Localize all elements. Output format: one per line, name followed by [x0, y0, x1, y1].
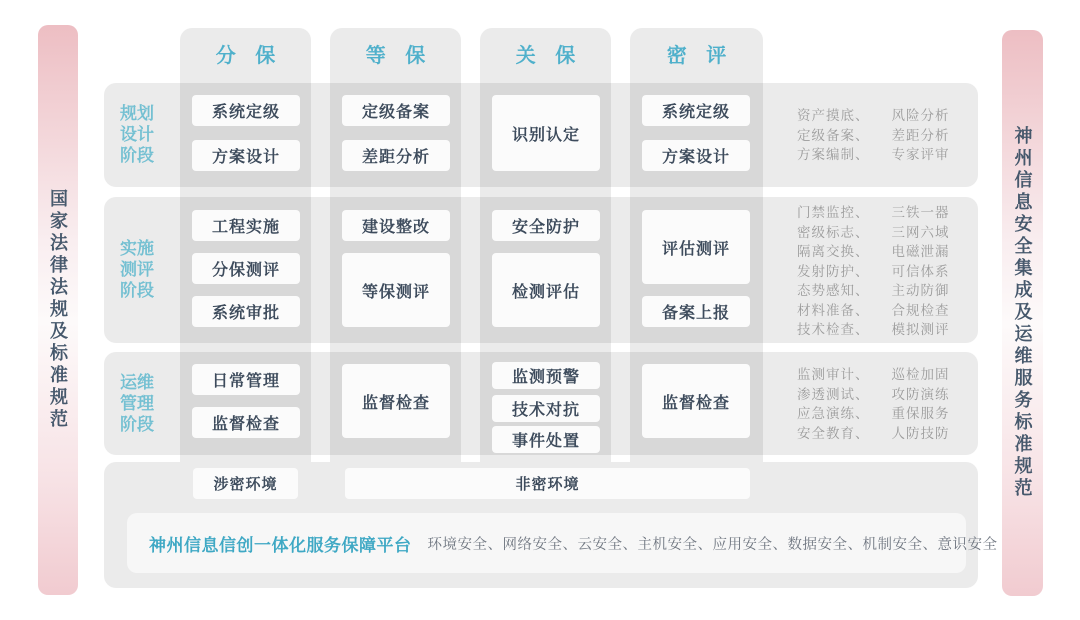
note-item: 三铁一器 — [891, 205, 950, 220]
note-item: 资产摸底、 — [797, 108, 870, 123]
note-item: 发射防护、 — [797, 263, 870, 279]
task-box: 监督检查 — [192, 407, 300, 438]
note-item: 攻防演练 — [891, 386, 950, 402]
task-box: 等保测评 — [342, 253, 450, 327]
note-item: 模拟测评 — [891, 322, 950, 337]
note-item: 合规检查 — [891, 302, 950, 318]
platform-bar — [127, 513, 998, 573]
task-box: 检测评估 — [492, 253, 600, 327]
task-box: 差距分析 — [342, 140, 450, 171]
note-item: 三网六域 — [891, 224, 950, 240]
note-item: 专家评审 — [891, 147, 950, 162]
note-item: 密级标志、 — [797, 224, 870, 240]
task-box: 日常管理 — [192, 364, 300, 395]
right-standards-bar-text: 神州信息安全集成及运维服务标准规范 — [1012, 126, 1033, 500]
note-item: 隔离交换、 — [797, 244, 870, 259]
task-box: 分保测评 — [192, 253, 300, 284]
task-box: 监测预警 — [492, 362, 600, 389]
column-header-fenbao: 分 保 — [215, 44, 283, 67]
task-box: 评估测评 — [642, 210, 750, 284]
task-box: 备案上报 — [642, 296, 750, 327]
task-box: 事件处置 — [492, 426, 600, 453]
column-header-miping: 密 评 — [666, 44, 734, 67]
note-item: 定级备案、 — [797, 127, 870, 143]
left-standards-bar — [38, 25, 78, 595]
note-item: 主动防御 — [891, 283, 950, 298]
task-box: 方案设计 — [192, 140, 300, 171]
task-box: 监督检查 — [642, 364, 750, 438]
env-box-classified: 涉密环境 — [193, 468, 298, 499]
task-box: 工程实施 — [192, 210, 300, 241]
stage-label-planning: 规划 设计 阶段 — [120, 104, 154, 165]
note-item: 渗透测试、 — [797, 386, 870, 402]
note-item: 重保服务 — [891, 406, 950, 421]
note-item: 电磁泄漏 — [891, 244, 950, 259]
task-box: 系统定级 — [642, 95, 750, 126]
note-item: 可信体系 — [891, 263, 950, 279]
note-item: 人防技防 — [891, 425, 950, 441]
note-item: 技术检查、 — [797, 322, 870, 337]
note-item: 材料准备、 — [797, 302, 870, 318]
stage-label-operation: 运维 管理 阶段 — [120, 373, 154, 434]
task-box: 系统定级 — [192, 95, 300, 126]
service-notes-implementation — [797, 203, 950, 340]
task-box: 建设整改 — [342, 210, 450, 241]
note-item: 应急演练、 — [797, 406, 870, 421]
note-item: 监测审计、 — [797, 367, 870, 382]
env-box-nonclassified: 非密环境 — [345, 468, 750, 499]
note-item: 门禁监控、 — [797, 205, 870, 220]
note-item: 风险分析 — [891, 108, 950, 123]
service-notes-operation — [797, 365, 950, 443]
note-item: 差距分析 — [891, 127, 950, 143]
stage-label-implementation: 实施 测评 阶段 — [120, 239, 154, 300]
left-standards-bar-text: 国家法律法规及标准规范 — [48, 189, 68, 431]
task-box: 技术对抗 — [492, 395, 600, 422]
task-box: 监督检查 — [342, 364, 450, 438]
service-notes-planning — [797, 106, 950, 165]
platform-services: 环境安全、网络安全、云安全、主机安全、应用安全、数据安全、机制安全、意识安全 — [427, 536, 998, 553]
note-item: 方案编制、 — [797, 147, 870, 162]
task-box: 定级备案 — [342, 95, 450, 126]
right-standards-bar — [1002, 30, 1043, 596]
task-box: 系统审批 — [192, 296, 300, 327]
platform-title: 神州信息信创一体化服务保障平台 — [149, 535, 412, 555]
task-box: 识别认定 — [492, 95, 600, 171]
note-item: 巡检加固 — [891, 367, 950, 382]
column-header-guanbao: 关 保 — [515, 44, 583, 67]
column-header-dengbao: 等 保 — [365, 44, 433, 67]
note-item: 态势感知、 — [797, 283, 870, 298]
task-box: 安全防护 — [492, 210, 600, 241]
note-item: 安全教育、 — [797, 425, 870, 441]
task-box: 方案设计 — [642, 140, 750, 171]
